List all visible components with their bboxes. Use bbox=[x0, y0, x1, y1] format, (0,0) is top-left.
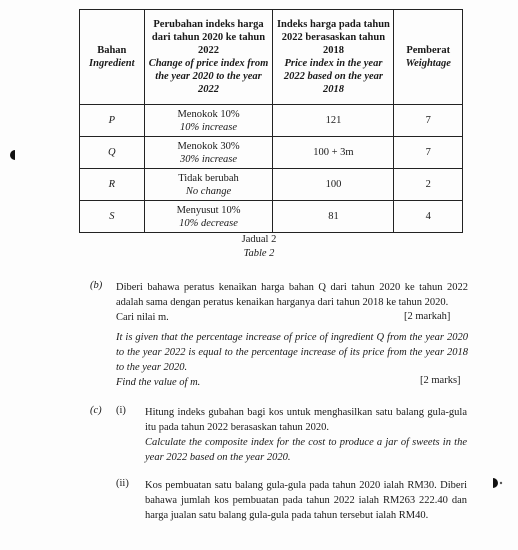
index-cell: 100 + 3m bbox=[273, 137, 394, 169]
part-c-i-question-en: Calculate the composite index for the cost to produce a jar of sweets in the year 2022 based on the year 2020. bbox=[145, 437, 467, 463]
part-b-question-ms: Diberi bahawa peratus kenaikan harga bahan Q dari tahun 2020 ke tahun 2022 adalah sama dengan peratus kenaikan harganya dari tahun 2018 ke tahun 2020. bbox=[116, 282, 468, 308]
part-b-marks-en: [2 marks] bbox=[420, 375, 461, 386]
header-weightage: Pemberat Weightage bbox=[394, 10, 463, 105]
part-c-ii-question-ms: Kos pembuatan satu balang gula-gula pada tahun 2020 ialah RM30. Diberi bahawa jumlah kos pembuatan pada tahun 2022 ialah RM263 222.40 dan harga jualan satu balang gula-gula pada tahun tersebut ialah RM40. bbox=[145, 480, 467, 521]
table-row bbox=[80, 105, 463, 137]
part-c-i-question-ms: Hitung indeks gubahan bagi kos untuk menghasilkan satu balang gula-gula itu pada tahun 2022 berasaskan tahun 2020. bbox=[145, 407, 467, 433]
change-cell: Menyusut 10% 10% decrease bbox=[144, 201, 273, 233]
change-cell: Menokok 30% 30% increase bbox=[144, 137, 273, 169]
part-b-find-ms: Cari nilai m. bbox=[116, 312, 169, 323]
page-edge-mark-icon bbox=[493, 478, 505, 488]
index-cell: 100 bbox=[273, 169, 394, 201]
part-b-question-en: It is given that the percentage increase of price of ingredient Q from the year 2020 to the year 2022 is equal to the percentage increase of its price from the year 2018 to the year 2020. bbox=[116, 332, 468, 373]
table-row bbox=[80, 169, 463, 201]
ingredient-cell: P bbox=[80, 105, 145, 137]
table-caption-en: Table 2 bbox=[243, 248, 275, 259]
change-cell: Tidak berubah No change bbox=[144, 169, 273, 201]
weight-cell: 7 bbox=[394, 137, 463, 169]
table-row bbox=[80, 137, 463, 169]
page-edge-mark-icon bbox=[7, 150, 15, 160]
ingredient-cell: Q bbox=[80, 137, 145, 169]
part-c-ii-label: (ii) bbox=[116, 478, 129, 489]
ingredient-cell: S bbox=[80, 201, 145, 233]
part-c-label: (c) bbox=[90, 405, 102, 416]
weight-cell: 7 bbox=[394, 105, 463, 137]
ingredient-cell: R bbox=[80, 169, 145, 201]
part-b-label: (b) bbox=[90, 280, 103, 291]
table-caption-ms: Jadual 2 bbox=[241, 234, 277, 245]
header-index: Indeks harga pada tahun 2022 berasaskan tahun 2018 Price index in the year 2022 based on the year 2018 bbox=[273, 10, 394, 105]
index-cell: 121 bbox=[273, 105, 394, 137]
price-index-table bbox=[79, 9, 463, 233]
header-ingredient: Bahan Ingredient bbox=[80, 10, 145, 105]
change-cell: Menokok 10% 10% increase bbox=[144, 105, 273, 137]
part-b-find-en: Find the value of m. bbox=[116, 377, 201, 388]
table-header-row bbox=[80, 10, 463, 105]
part-c-i-label: (i) bbox=[116, 405, 126, 416]
weight-cell: 2 bbox=[394, 169, 463, 201]
part-b-marks-ms: [2 markah] bbox=[404, 311, 451, 322]
header-change: Perubahan indeks harga dari tahun 2020 ke tahun 2022 Change of price index from the year 2020 to the year 2022 bbox=[144, 10, 273, 105]
table-row bbox=[80, 201, 463, 233]
index-cell: 81 bbox=[273, 201, 394, 233]
weight-cell: 4 bbox=[394, 201, 463, 233]
